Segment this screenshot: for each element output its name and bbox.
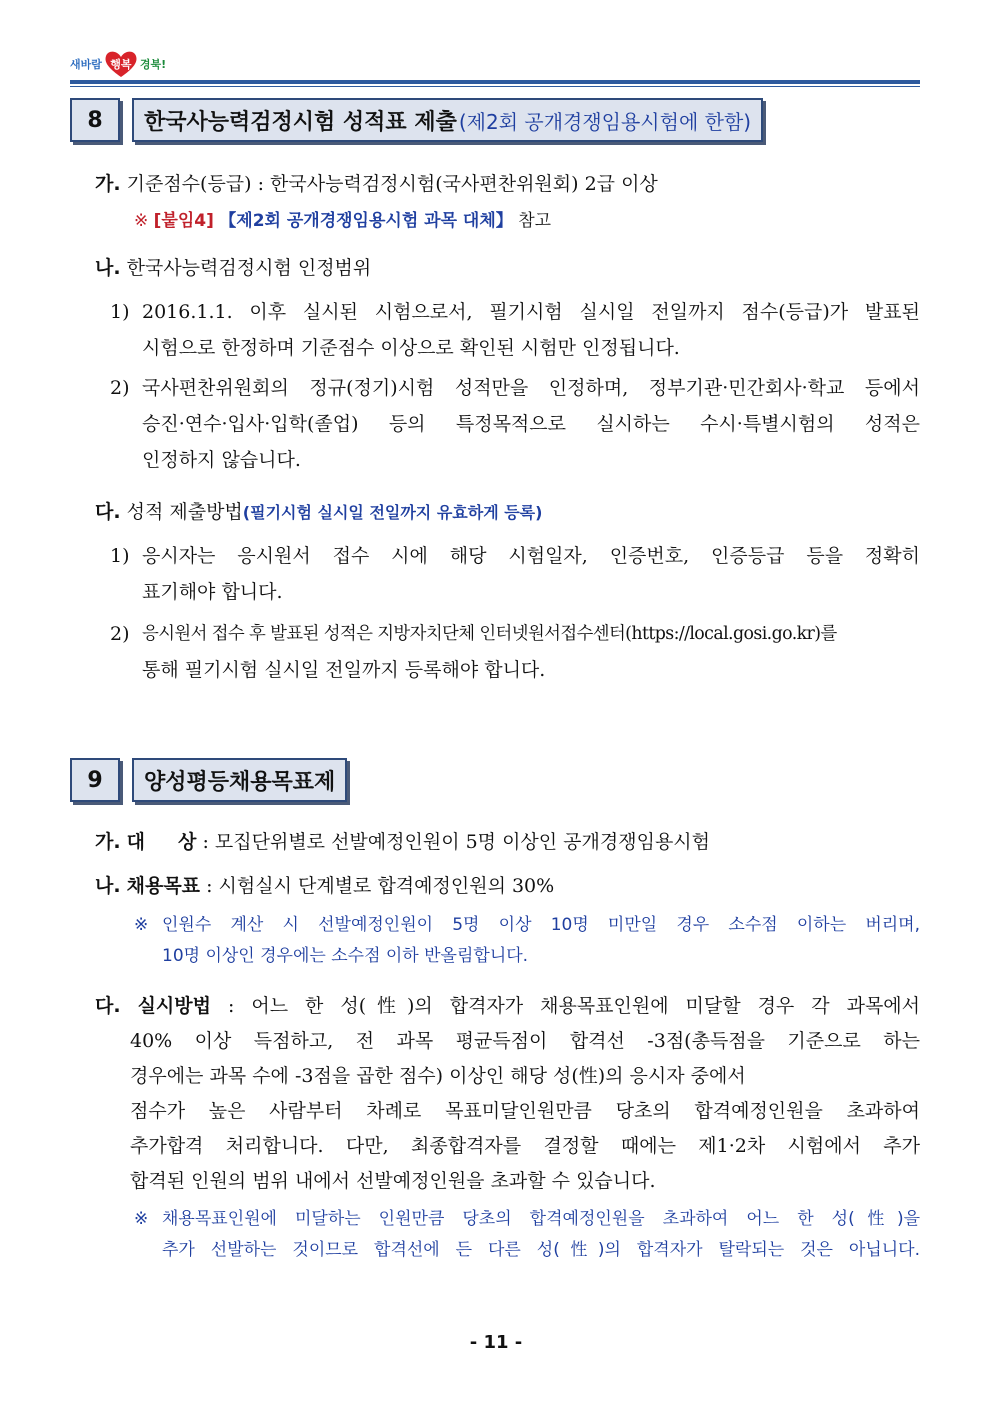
section-9-number: 9: [70, 758, 120, 802]
note-tail: 참고: [518, 211, 552, 231]
section-9-da-note-l1: 채용목표인원에 미달하는 인원만큼 당초의 합격예정인원을 초과하여 어느 한 성(性)을: [162, 1209, 920, 1229]
item-num: 2): [110, 623, 130, 645]
section-8-na-item1-l2: 시험으로 한정하며 기준점수 이상으로 확인된 시험만 인정됩니다.: [142, 337, 680, 359]
heart-icon: [104, 50, 138, 78]
note-symbol: ※: [134, 211, 149, 231]
item-num: 1): [110, 545, 130, 567]
section-8-title: 한국사능력검정시험 성적표 제출: [144, 109, 457, 135]
section-8-da-item1-l2: 표기해야 합니다.: [142, 581, 283, 603]
page-number: - 11 -: [469, 1332, 523, 1353]
marker: 나.: [95, 257, 121, 279]
section-9-na-label: 채용목표: [126, 875, 201, 897]
section-9-na: [95, 874, 554, 898]
section-9-title-box: [132, 758, 347, 802]
item-num: 1): [110, 301, 130, 323]
section-8-da-text: 성적 제출방법: [126, 501, 243, 523]
section-9-da-l1: [95, 994, 920, 1018]
section-9-na-note-l2: 10명 이상인 경우에는 소수점 이하 반올림합니다.: [162, 946, 529, 966]
section-9-da-label: 실시방법: [137, 995, 211, 1017]
section-9-na-text: : 시험실시 단계별로 합격예정인원의 30%: [206, 875, 555, 897]
section-9-da-l3: 경우에는 과목 수에 -3점을 곱한 점수) 이상인 해당 성(性)의 응시자 중에서: [130, 1065, 746, 1087]
logo-left-text: 새바람: [70, 58, 102, 71]
section-8-subtitle: (제2회 공개경쟁임용시험에 한함): [458, 109, 752, 134]
section-9-da-l6: 합격된 인원의 범위 내에서 선발예정인원을 초과할 수 있습니다.: [130, 1170, 656, 1192]
section-9-da-l4: 점수가 높은 사람부터 차례로 목표미달인원만큼 당초의 합격예정인원을 초과하여: [130, 1100, 920, 1122]
section-8-ga-note: [134, 210, 551, 232]
section-9-da-note-l2: 추가 선발하는 것이므로 합격선에 든 다른 성(性)의 합격자가 탈락되는 것은 아닙니다.: [162, 1240, 920, 1260]
section-8-ga-text: 기준점수(등급) : 한국사능력검정시험(국사편찬위원회) 2급 이상: [126, 173, 658, 195]
section-9-da-l2: 40% 이상 득점하고, 전 과목 평균득점이 합격선 -3점(총득점을 기준으로 하는: [130, 1030, 920, 1052]
section-8-da-item1-l1: 응시자는 응시원서 접수 시에 해당 시험일자, 인증번호, 인증등급 등을 정확히: [142, 545, 920, 567]
section-9-ga-label: 대 상: [126, 831, 197, 853]
section-8-na-item2-l2: 승진·연수·입사·입학(졸업) 등의 특정목적으로 실시하는 수시·특별시험의 성적은: [142, 413, 920, 435]
section-9-ga: [95, 830, 710, 854]
logo-right-text: 경북!: [139, 58, 167, 71]
logo-heart-text: 행복: [110, 58, 132, 71]
section-8-title-box: [132, 98, 763, 142]
section-8-da-text-blue: (필기시험 실시일 전일까지 유효하게 등록): [242, 503, 543, 522]
section-9-ga-text: : 모집단위별로 선발예정인원이 5명 이상인 공개경쟁임용시험: [202, 831, 711, 853]
section-9-da-text: : 어느 한 성(性)의 합격자가 채용목표인원에 미달할 경우 각 과목에서: [227, 995, 921, 1017]
marker: 다.: [95, 995, 121, 1017]
section-8-ga: [95, 172, 658, 196]
header-rule-thin: [70, 86, 920, 87]
section-8-number: 8: [70, 98, 120, 142]
section-9-title: 양성평등채용목표제: [144, 769, 336, 795]
note-bold: 【제2회 공개경쟁임용시험 과목 대체】: [219, 211, 513, 231]
item-num: 2): [110, 377, 130, 399]
marker: 나.: [95, 875, 121, 897]
section-8-na-text: 한국사능력검정시험 인정범위: [126, 257, 372, 279]
marker: 다.: [95, 501, 121, 523]
note-ref: [붙임4]: [153, 211, 214, 231]
section-8-na-item2-l3: 인정하지 않습니다.: [142, 449, 301, 471]
section-9-da-l5: 추가합격 처리합니다. 다만, 최종합격자를 결정할 때에는 제1·2차 시험에서 추가: [130, 1135, 920, 1157]
section-8-da-item2-l2: 통해 필기시험 실시일 전일까지 등록해야 합니다.: [142, 659, 546, 681]
section-8-na-item2-l1: 국사편찬위원회의 정규(정기)시험 성적만을 인정하며, 정부기관·민간회사·학교 등에서: [142, 377, 920, 399]
note-symbol: ※: [134, 915, 149, 935]
marker: 가.: [95, 173, 121, 195]
section-8-da-item2-l1: 응시원서 접수 후 발표된 성적은 지방자치단체 인터넷원서접수센터(https://local.gosi.go.kr)를: [142, 624, 837, 644]
header-rule: [70, 80, 920, 84]
section-9-na-note-l1: 인원수 계산 시 선발예정인원이 5명 이상 10명 미만일 경우 소수점 이하는 버리며,: [162, 915, 920, 935]
note-symbol: ※: [134, 1209, 149, 1229]
section-8-na-item1-l1: 2016.1.1. 이후 실시된 시험으로서, 필기시험 실시일 전일까지 점수(등급)가 발표된: [142, 301, 920, 323]
logo: [70, 50, 166, 78]
marker: 가.: [95, 831, 121, 853]
section-8-na: [95, 256, 371, 280]
section-8-da: [95, 500, 542, 525]
